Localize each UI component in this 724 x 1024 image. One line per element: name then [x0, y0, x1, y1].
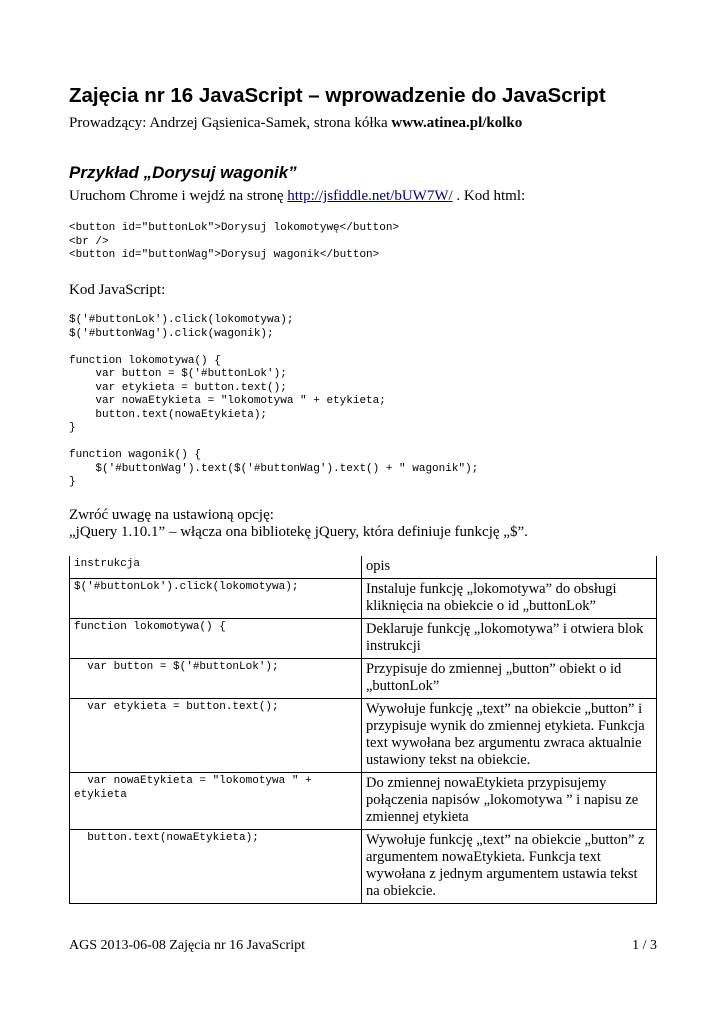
note-line-2: „jQuery 1.10.1” – włącza ona bibliotekę jQuery, która definiuje funkcję „$”. — [69, 524, 528, 540]
instructions-table — [69, 556, 657, 904]
row-desc: Przypisuje do zmiennej „button” obiekt o id „buttonLok” — [362, 659, 657, 699]
row-code: var etykieta = button.text(); — [70, 699, 362, 773]
js-code-block: $('#buttonLok').click(lokomotywa); $('#buttonWag').click(wagonik); function lokomotywa() { var button = $('#buttonLok'); var etykieta = button.text(); var nowaEtykieta = "lokomotywa " + etykieta; button.text(nowaEtykieta); } function wagonik() { $('#buttonWag').text($('#buttonWag').text() + " wagonik"); } — [69, 314, 479, 488]
table-row — [70, 773, 657, 830]
header-instrukcja: instrukcja — [70, 556, 362, 579]
row-desc: Wywołuje funkcję „text” na obiekcie „button” i przypisuje wynik do zmiennej etykieta. Funkcja text wywołana bez argumentu zwraca aktualnie ustawiony tekst na obiekcie. — [362, 699, 657, 773]
intro-suffix: . Kod html: — [452, 188, 526, 204]
header-opis: opis — [362, 556, 657, 579]
lead-prefix: Prowadzący: Andrzej Gąsienica-Samek, strona kółka — [69, 115, 392, 131]
row-code: $('#buttonLok').click(lokomotywa); — [70, 579, 362, 619]
row-desc: Do zmiennej nowaEtykieta przypisujemy połączenia napisów „lokomotywa ” i napisu ze zmiennej etykieta — [362, 773, 657, 830]
note-line-1: Zwróć uwagę na ustawioną opcję: — [69, 507, 274, 523]
row-desc: Wywołuje funkcję „text” na obiekcie „button” z argumentem nowaEtykieta. Funkcja text wywołana z jednym argumentem ustawia tekst na obiekcie. — [362, 830, 657, 904]
table-header-row — [70, 556, 657, 579]
intro-line — [69, 188, 525, 205]
html-code-block: <button id="buttonLok">Dorysuj lokomotywę</button> <br /> <button id="buttonWag">Dorysuj wagonik</button> — [69, 222, 400, 261]
footer-left: AGS 2013-06-08 Zajęcia nr 16 JavaScript — [69, 938, 305, 953]
row-desc: Deklaruje funkcję „lokomotywa” i otwiera blok instrukcji — [362, 619, 657, 659]
row-code: function lokomotywa() { — [70, 619, 362, 659]
table-row — [70, 659, 657, 699]
page-number: 1 / 3 — [632, 938, 657, 953]
lead-line — [69, 115, 522, 132]
example-heading: Przykład „Dorysuj wagonik” — [69, 163, 297, 182]
intro-prefix: Uruchom Chrome i wejdź na stronę — [69, 188, 288, 204]
row-desc: Instaluje funkcję „lokomotywa” do obsługi kliknięcia na obiekcie o id „buttonLok” — [362, 579, 657, 619]
row-code: var nowaEtykieta = "lokomotywa " + etykieta — [70, 773, 362, 830]
table-row — [70, 619, 657, 659]
page-title: Zajęcia nr 16 JavaScript – wprowadzenie do JavaScript — [69, 84, 606, 107]
table-row — [70, 579, 657, 619]
row-code: button.text(nowaEtykieta); — [70, 830, 362, 904]
js-code-label: Kod JavaScript: — [69, 282, 166, 298]
table-row — [70, 699, 657, 773]
table-row — [70, 830, 657, 904]
row-code: var button = $('#buttonLok'); — [70, 659, 362, 699]
site-address: www.atinea.pl/kolko — [391, 115, 523, 131]
jsfiddle-link[interactable]: http://jsfiddle.net/bUW7W/ — [287, 188, 453, 204]
